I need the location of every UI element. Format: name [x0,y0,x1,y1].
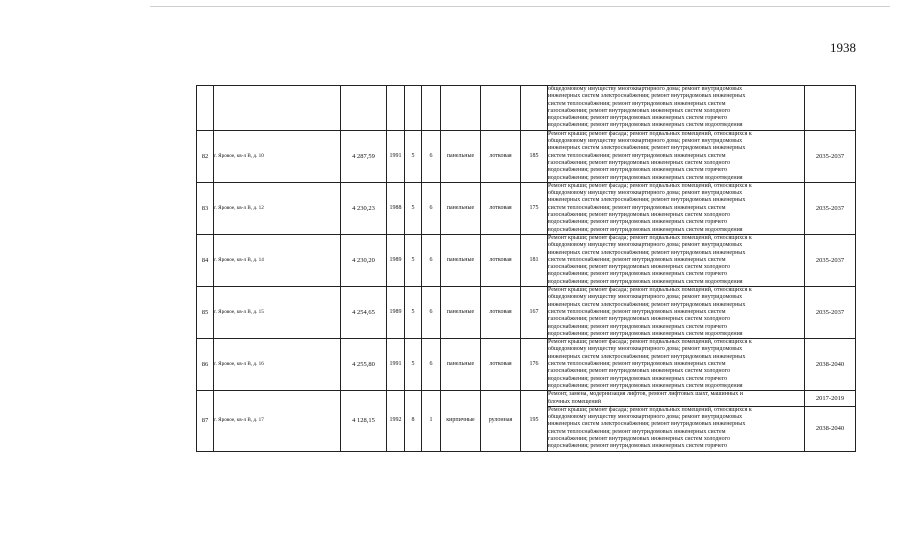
works-line: инженерных систем электроснабжения; ремонт внутридомовых инженерных [548,197,746,204]
address-cell [214,86,341,131]
works-line: Ремонт крыши; ремонт фасада; ремонт подвальных помещений, относящихся к [548,130,752,137]
works-line: газоснабжения; ремонт внутридомовых инженерных систем холодного [548,264,730,271]
year-cell: 1992 [387,391,405,451]
residents-cell: 175 [521,182,548,234]
roof-type-cell: лотковая [481,182,521,234]
roof-type-cell: лотковая [481,130,521,182]
works-line: водоснабжения; ремонт внутридомовых инженерных систем горячего [548,115,728,122]
works-line: Ремонт, замена, модернизация лифтов, ремонт лифтовых шахт, машинных и [548,391,743,398]
works-line: Ремонт крыши; ремонт фасада; ремонт подвальных помещений, относящихся к [548,234,752,241]
row-number: 84 [197,234,214,286]
residents-cell: 167 [521,287,548,339]
period-cell: 2035-2037 [805,130,856,182]
floors-cell: 5 [405,182,422,234]
residents-cell: 176 [521,339,548,391]
area-cell: 4 254,65 [341,287,387,339]
works-line: Ремонт крыши; ремонт фасада; ремонт подвальных помещений, относящихся к [548,406,752,413]
walls-material-cell: панельные [441,130,481,182]
page-number: 1938 [830,40,856,55]
works-line: инженерных систем электроснабжения; ремонт внутридомовых инженерных [548,93,746,100]
entrances-cell: 6 [422,182,441,234]
lift-period-cell: 2017-2019 [805,391,856,407]
works-line: газоснабжения; ремонт внутридомовых инженерных систем холодного [548,212,730,219]
walls-material-cell: панельные [441,182,481,234]
row-number: 85 [197,287,214,339]
works-line: общедомовому имуществу многоквартирного дома; ремонт внутридомовых [548,414,743,421]
residents-cell: 195 [521,391,548,451]
roof-type-cell: лотковая [481,287,521,339]
works-line: водоснабжения; ремонт внутридомовых инженерных систем водоотведения [548,278,743,285]
entrances-cell: 6 [422,287,441,339]
works-list-cell [548,287,805,339]
period-cell: 2038-2040 [805,406,856,451]
address-cell: г. Яровое, кв-л В, д. 15 [214,287,341,339]
floors-cell: 5 [405,234,422,286]
table-row [197,86,856,131]
works-line: систем теплоснабжения; ремонт внутридомовых инженерных систем [548,361,726,368]
floors-cell: 5 [405,339,422,391]
period-cell [805,86,856,131]
works-line: газоснабжения; ремонт внутридомовых инженерных систем холодного [548,368,730,375]
period-cell: 2035-2037 [805,182,856,234]
address-cell: г. Яровое, кв-л В, д. 10 [214,130,341,182]
works-list-cell [548,234,805,286]
lift-works-cell [548,391,805,407]
area-cell [341,86,387,131]
walls-material-cell: панельные [441,287,481,339]
works-list-cell [548,130,805,182]
area-cell: 4 255,80 [341,339,387,391]
area-cell: 4 128,15 [341,391,387,451]
works-line: водоснабжения; ремонт внутридомовых инженерных систем горячего [548,323,728,330]
table-row [197,287,856,339]
works-line: водоснабжения; ремонт внутридомовых инженерных систем горячего [548,167,728,174]
entrances-cell: 6 [422,339,441,391]
works-line: водоснабжения; ремонт внутридомовых инженерных систем водоотведения [548,330,743,337]
residents-cell [521,86,548,131]
area-cell: 4 230,23 [341,182,387,234]
table-body [197,86,856,452]
floors-cell: 8 [405,391,422,451]
row-number [197,86,214,131]
works-line: систем теплоснабжения; ремонт внутридомовых инженерных систем [548,256,726,263]
table-row [197,391,856,407]
year-cell: 1989 [387,234,405,286]
year-cell [387,86,405,131]
scan-edge-line [150,6,890,7]
works-line: систем теплоснабжения; ремонт внутридомовых инженерных систем [548,204,726,211]
address-cell: г. Яровое, кв-л В, д. 12 [214,182,341,234]
year-cell: 1988 [387,182,405,234]
roof-type-cell: рулонная [481,391,521,451]
area-cell: 4 287,59 [341,130,387,182]
year-cell: 1991 [387,130,405,182]
entrances-cell: 6 [422,130,441,182]
floors-cell: 5 [405,130,422,182]
entrances-cell: 6 [422,234,441,286]
table-row [197,130,856,182]
works-line: блочных помещений [548,398,601,405]
entrances-cell [422,86,441,131]
works-line: водоснабжения; ремонт внутридомовых инженерных систем водоотведения [548,382,743,389]
works-line: водоснабжения; ремонт внутридомовых инженерных систем горячего [548,219,728,226]
works-line: Ремонт крыши; ремонт фасада; ремонт подвальных помещений, относящихся к [548,287,752,294]
works-list-cell [548,182,805,234]
works-line: инженерных систем электроснабжения; ремонт внутридомовых инженерных [548,353,746,360]
floors-cell [405,86,422,131]
works-line: водоснабжения; ремонт внутридомовых инженерных систем водоотведения [548,226,743,233]
table-row [197,234,856,286]
works-line: водоснабжения; ремонт внутридомовых инженерных систем горячего [548,271,728,278]
row-number: 87 [197,391,214,451]
works-line: Ремонт крыши; ремонт фасада; ремонт подвальных помещений, относящихся к [548,182,752,189]
year-cell: 1989 [387,287,405,339]
works-line: водоснабжения; ремонт внутридомовых инженерных систем горячего [548,443,728,450]
works-line: систем теплоснабжения; ремонт внутридомовых инженерных систем [548,428,726,435]
entrances-cell: 1 [422,391,441,451]
address-cell: г. Яровое, кв-л В, д. 16 [214,339,341,391]
works-line: инженерных систем электроснабжения; ремонт внутридомовых инженерных [548,301,746,308]
works-list-cell [548,406,805,451]
table-row [197,182,856,234]
area-cell: 4 230,20 [341,234,387,286]
walls-material-cell: панельные [441,234,481,286]
works-line: общедомовому имуществу многоквартирного дома; ремонт внутридомовых [548,242,743,249]
works-line: газоснабжения; ремонт внутридомовых инженерных систем холодного [548,159,730,166]
works-line: водоснабжения; ремонт внутридомовых инженерных систем горячего [548,375,728,382]
works-line: водоснабжения; ремонт внутридомовых инженерных систем водоотведения [548,122,743,129]
works-line: инженерных систем электроснабжения; ремонт внутридомовых инженерных [548,145,746,152]
works-list-cell [548,339,805,391]
works-line: общедомовому имуществу многоквартирного дома; ремонт внутридомовых [548,190,743,197]
roof-type-cell: лотковая [481,234,521,286]
floors-cell: 5 [405,287,422,339]
roof-type-cell: лотковая [481,339,521,391]
works-line: газоснабжения; ремонт внутридомовых инженерных систем холодного [548,316,730,323]
works-line: инженерных систем электроснабжения; ремонт внутридомовых инженерных [548,249,746,256]
walls-material-cell [441,86,481,131]
period-cell: 2035-2037 [805,234,856,286]
walls-material-cell: панельные [441,339,481,391]
housing-register-table [196,85,856,452]
table-row [197,339,856,391]
year-cell: 1991 [387,339,405,391]
works-list-cell [548,86,805,131]
works-line: общедомовому имуществу многоквартирного дома; ремонт внутридомовых [548,294,743,301]
row-number: 82 [197,130,214,182]
address-cell: г. Яровое, кв-л В, д. 17 [214,391,341,451]
works-line: общедомовому имуществу многоквартирного дома; ремонт внутридомовых [548,138,743,145]
works-line: систем теплоснабжения; ремонт внутридомовых инженерных систем [548,308,726,315]
works-line: газоснабжения; ремонт внутридомовых инженерных систем холодного [548,107,730,114]
works-line: водоснабжения; ремонт внутридомовых инженерных систем водоотведения [548,174,743,181]
works-line: общедомовому имуществу многоквартирного дома; ремонт внутридомовых [548,86,743,92]
walls-material-cell: кирпичные [441,391,481,451]
works-line: инженерных систем электроснабжения; ремонт внутридомовых инженерных [548,421,746,428]
address-cell: г. Яровое, кв-л В, д. 14 [214,234,341,286]
works-line: общедомовому имуществу многоквартирного дома; ремонт внутридомовых [548,346,743,353]
works-line: систем теплоснабжения; ремонт внутридомовых инженерных систем [548,100,726,107]
works-line: систем теплоснабжения; ремонт внутридомовых инженерных систем [548,152,726,159]
works-line: газоснабжения; ремонт внутридомовых инженерных систем холодного [548,436,730,443]
residents-cell: 185 [521,130,548,182]
residents-cell: 181 [521,234,548,286]
period-cell: 2038-2040 [805,339,856,391]
roof-type-cell [481,86,521,131]
row-number: 83 [197,182,214,234]
period-cell: 2035-2037 [805,287,856,339]
row-number: 86 [197,339,214,391]
works-line: Ремонт крыши; ремонт фасада; ремонт подвальных помещений, относящихся к [548,339,752,346]
